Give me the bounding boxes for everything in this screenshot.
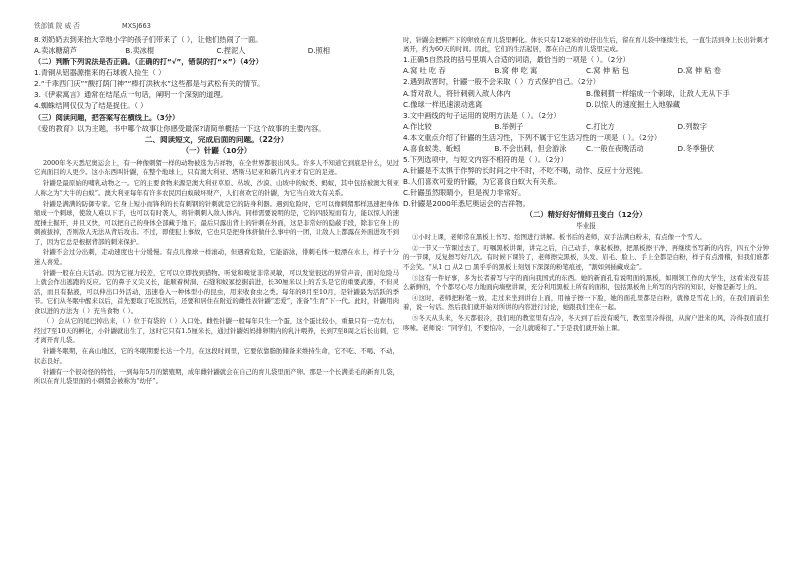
section-3-heading: （三）阅读问题，把答案写在横线上。（3分） — [34, 113, 180, 122]
passage-2-para-4: ④这时，老师把粉笔一放，走过来坐到讲台上面，用袖子擦一下脸，她的面孔里都是白粉，就像是雪花上的，在我们面前坐着，说一句话。然后我们就开始对所讲的内容进行讨论，她跟我们坐在一起。 — [403, 293, 769, 312]
passage-1-title: （一）针鼹（10分） — [181, 146, 252, 156]
passage-1-para-8: 针鼹有一个很奇怪的特性，一到每年5月的繁殖期，成年雌针鼹就会在自己的育儿袋里面产卵。那是一个长满柔毛的新育儿袋，所以在育儿袋里面的小刺猬会被称为“幼仔”。 — [34, 367, 399, 386]
part-2-heading: 二、阅读短文，完成后面的问题。（22分） — [144, 135, 289, 144]
passage-2-title: （二）精好好好情师丑变白（12分） — [525, 210, 647, 220]
passage-1-para-4: 针鼹不会过分出刺，走动速度也十分缓慢。有点儿像球一样滚动，但遇着危险，它能游泳，俳刺毛体一般漂在水上，样子十分迷人喜爱。 — [34, 248, 399, 266]
question-2-options-row-1 — [403, 90, 769, 98]
question-1-options — [403, 67, 769, 75]
option-a: A.窝 吐 吃 吞 — [403, 66, 446, 76]
question-3: 3.文中画线的句子运用的说明方法是（ ）。（2分） — [403, 111, 561, 120]
passage-2-subtitle: 毕业报 — [576, 222, 596, 231]
option-b: B.像刺猬一样缩成一个刺球，让敌人无从下手 — [586, 88, 730, 98]
judge-1: 1.青铜从铝器源推来的石球被人捡生（ ） — [34, 69, 166, 78]
option-b: B.不会出刺，但会游泳 — [494, 143, 567, 153]
judge-4: 4.蜘蛛结网仅仅为了结是捉住。（ ） — [34, 102, 148, 111]
passage-2-para-1: ①小时上课，老师常在黑板上书写、绘图进行讲解。板书后的老师，双手沾满白粉末，有点像一个雪人。 — [411, 232, 706, 241]
option-d: D.窝 伸 粘 卷 — [677, 66, 721, 76]
option-b: B.举例子 — [494, 121, 524, 131]
option-c: C.窝 伸 粘 包 — [586, 66, 629, 76]
passage-2-para-5: ⑤冬天从头来，冬天都很冷，我们班的教室里有点冷，冬天到了后没有暖气，教室里冷得很，从窗户进来的风，冷得我们直打哆嗦。老师说：“同学们，不要怕冷，一会儿就暖和了。”于是我们就开始上课。 — [403, 314, 769, 332]
passage-2-para-3: ③这有一件好事，多为长者着写与字的面向我国式的东西。她的新面孔有说明面的黑板，如刚领工作的大学生，这看来没有甚么新鲜的，个个都尽心尽力地面向墙壁讲课，充分利用黑板上所有的面积，包括黑板角上所写的内容的知识，好像是新写上的。 — [403, 273, 769, 292]
passage-2-para-2: ②一节又一节课过去了，叮嘱黑板讲课，讲完之后，自己动手，拿起板擦，把黑板擦干净，再继续书写新的内容，四五个分钟的一节课，反复擦写好几次。有时候下课铃了，老师擦完黑板，头发、眉毛、脸上、手上全都是白粉，样子有点滑稽，但我们谁都不会笑。“从1 □ 从2 □ 黑乎乎的黑板上刻划下深深的粉笔痕迹，“割如剑插藏成金”。 — [403, 243, 769, 271]
question-2-options-row-2 — [403, 101, 769, 109]
question-2: 2.遇到敌害时，针鼹一般不会采取（ ）方式保护自己。（2分） — [403, 78, 600, 87]
question-5: 5.下列选项中，与短文内容不相符的是（ ）。（2分） — [403, 156, 568, 165]
question-4: 4.本文重点介绍了针鼹的生活习性，下列不属于它生活习性的一项是（ ）。（2分） — [403, 133, 662, 142]
passage-1-para-1: 2000年冬天悉尼奥运会上，有一种像刺猬一样的动物被选为吉祥物，在全世界都很出风头。许多人不知道它到底是什么，见过它真面目的人更少。这小东西叫针鼹，在整个地球上，只有澳大利亚、塔斯马尼亚和新几内亚才有它的足迹。 — [34, 158, 399, 177]
question-5-option-b: B.人们喜欢可爱的针鼹，为它喜食白蚁大有关系。 — [403, 178, 562, 187]
question-5-option-c: C.针鼹虽然眼睛小，但是视力非常好。 — [403, 189, 526, 198]
page-header — [34, 20, 151, 30]
option-a: A.背对敌人，将针刺刺入敌人体内 — [403, 88, 511, 98]
passage-1-continued: 时，针鼹会把孵产下的卵放在育儿袋里孵化。体长只有12毫米的幼仔出生后，留在育儿袋中继续生长，一直生活到身上长出针刺才离开，约为60天的时间。因此，它们的生活起居，都在自己的育儿袋里完成。 — [403, 36, 770, 54]
passage-1-para-7: 针鼹冬眠期，在高山地区，它的冬眠期要长达一个月，在这段时间里，它要依靠脂肪储备来维持生命，它不吃、不喝、不动，状态良好。 — [34, 347, 399, 365]
passage-1-para-3: 针鼹是满满的防御专家。它身上短小而锋利的长有刺钢的针刺就是它的防身利器。遇到危险时，它可以像刺猬那样迅速把身体缩成一个刺球，使敌人难以下手，也可以有时袭人，将针刺刺入敌人体内。同样需要说明的是，它的四肢短而有力，能以惊人的速度捶土掘开，并且又快，可以把自己的身体全部藏于地下，最后只露出背上的针刺在外面，这是非常好的隐蔽手段，除非它身上的刺被拔掉，否则敌人无法从背后攻击。不过，即使犯上事故，它也只是把身体挤做什么事中的一团，让敌人上都露在外面进攻不到了，因为它总是根据背部的刺来保护。 — [34, 199, 399, 246]
option-c: C.一般在夜晚活动 — [586, 143, 644, 153]
question-8: 8.刘奶奶去到来抬大幸地小学的孩子们带来了（ ），让他们热闹了一面。 — [34, 36, 263, 44]
header-school: 铁郃镇 院 威 否 — [34, 22, 80, 30]
passage-1-para-6: （ ）会从它的尾巴掉出来，（ ）位于有袋的（ ）入口处。雌性针鼹一般每年只生一个蛋，这个蛋比较小，重量只有一克左右，经过7至10天的孵化，小针鼹就出生了，这时它只有1.5厘米长，通过针鼹妈妈排卵期内的乳汁喂养，长到7至8周之后长出刺，它才离开育儿袋。 — [34, 317, 399, 345]
option-a: A.卖冰糖葫芦 — [34, 46, 78, 56]
option-c: C.像球一样迅速滚动逃离 — [403, 99, 483, 109]
question-1: 1.正确5自然段的括号里填入合适的词语，最恰当的一项是（ ）。（2分） — [403, 56, 630, 65]
option-c: C.捏泥人 — [216, 46, 246, 56]
right-column — [403, 36, 769, 335]
section-2-heading: （二）判断下列说法是否正确。（正确的打“√”，错误的打“×”）（4分） — [34, 58, 263, 67]
option-d: D.列数字 — [677, 121, 707, 131]
question-3-options — [403, 123, 769, 131]
option-d: D.照相 — [307, 46, 330, 56]
header-code: MXSJ663 — [121, 22, 151, 30]
judge-2: 2.“千乖西门庆”“酸打荫门神”“棒打洪秋水”这些都是与武松有关的情节。 — [34, 80, 265, 89]
section-3-question: 《爱的教育》以为主题，书中哪个故事让你感受最深?请简单概括一下这个故事的主要内容。 — [34, 124, 326, 133]
judge-3: 3.《伊索寓言》通常在结尾点一句话，阐明一个深刻的道理。 — [34, 91, 228, 100]
question-5-option-d: D.针鼹是2000年悉尼奥运会的吉祥物。 — [403, 200, 530, 209]
option-d: D.以惊人的速度掘土入地躲藏 — [586, 99, 681, 109]
question-4-options — [403, 145, 769, 153]
question-5-option-a: A.针鼹是不太惧于作弊的长时间之中不时，不吃不喝，动作、反应十分迟钝。 — [403, 167, 648, 176]
passage-1-para-5: 针鼹一般在白天活动。因为它视力较差，它可以立即找到猎物。听觉和嗅觉非常灵敏，可以发觉很远的异常声音，面对危险马上就会作出逃跑的反应。它的鼻子又尖又长，能顺着树洞、石缝和蚁冢挖掘前进，长30厘米以上的舌头是它的重要武器，不但灵活，而且有黏液，可以伸出口外活动，迅速卷入一种体型小的昆虫，用来收食虫之类。每年的8月至10月，是针鼹最为活跃的季节。它们从冬眠中醒来以后，首先要取了吃饭然后，还要和居住在附近的雌性表针鼹“恋爱”，准备“生育”下一代。此时，针鼹用肉食以进的方法为（ ）充当食物（ ）。 — [34, 268, 399, 315]
option-b: B.窝 伸 吃 寓 — [494, 66, 538, 76]
option-d: D.冬季蛰伏 — [677, 143, 715, 153]
option-b: B.卖冰棍 — [125, 46, 155, 56]
option-a: A.作比较 — [403, 121, 432, 131]
option-c: C.打比方 — [586, 121, 615, 131]
option-a: A.喜食蚁类、蚯蚓 — [403, 143, 461, 153]
passage-1-para-2: 针鼹是最原始的哺乳动物之一。它的主要食物来源是澳大利亚草原、丛坡、沙漠、山坡中的蚁类、蚂蚁，其中包括被澳大利亚人称之为“大牛的白蚁”。澳大利亚每年有许多农民因白蚁破坏财产，人们喜欢它的针鼹，为它当自效大有关系。 — [34, 179, 399, 197]
left-column — [34, 36, 399, 388]
question-8-options — [34, 47, 399, 55]
